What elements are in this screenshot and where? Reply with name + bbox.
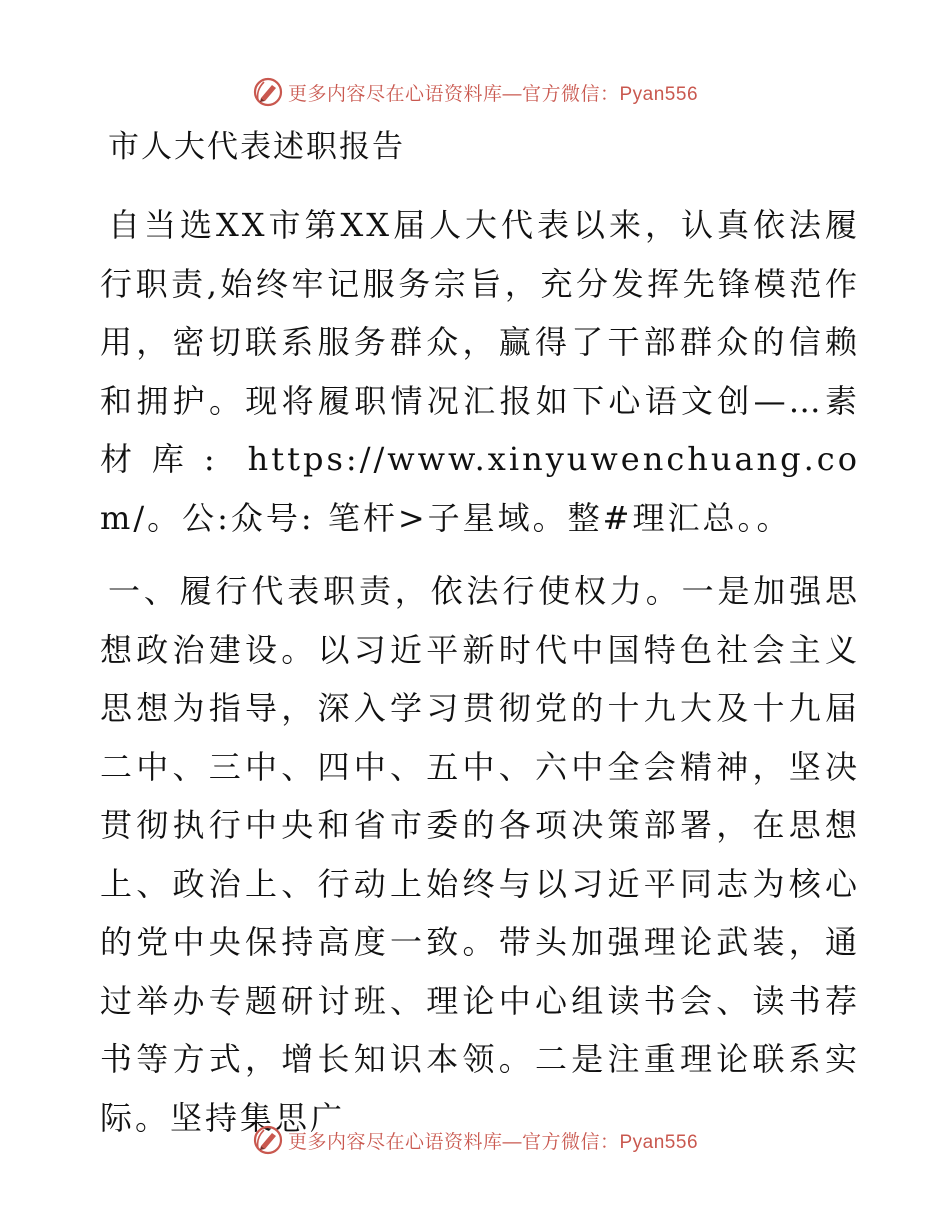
footer-watermark xyxy=(0,1120,950,1160)
pen-logo-icon xyxy=(252,76,284,108)
watermark-text: 更多内容尽在心语资料库—官方微信：Pyan556 xyxy=(287,1131,699,1153)
paragraph-section-one: 一、履行代表职责，依法行使权力。一是加强思想政治建设。以习近平新时代中国特色社会主义思想为指导，深入学习贯彻党的十九大及十九届二中、三中、四中、五中、六中全会精神，坚决贯彻执行中央和省市委的各项决策部署，在思想上、政治上、行动上始终与以习近平同志为核心的党中央保持高度一致。带头加强理论武装，通过举办专题研讨班、理论中心组读书会、读书荐书等方式，增长知识本领。二是注重理论联系实际。坚持集思广 xyxy=(100,572,860,1137)
pen-logo-icon xyxy=(252,1124,284,1156)
header-watermark xyxy=(0,72,950,112)
watermark-text: 更多内容尽在心语资料库—官方微信：Pyan556 xyxy=(287,83,699,105)
document-body xyxy=(100,120,860,1147)
paragraph-intro: 自当选XX市第XX届人大代表以来，认真依法履行职责,始终牢记服务宗旨，充分发挥先锋模范作用，密切联系服务群众，赢得了干部群众的信赖和拥护。现将履职情况汇报如下心语文创—…素材库: https://www.xinyuwenchuang.com/。公:众号: 笔杆>子星域。整#理汇总。。 xyxy=(100,206,860,537)
document-title: 市人大代表述职报告 xyxy=(108,129,405,165)
